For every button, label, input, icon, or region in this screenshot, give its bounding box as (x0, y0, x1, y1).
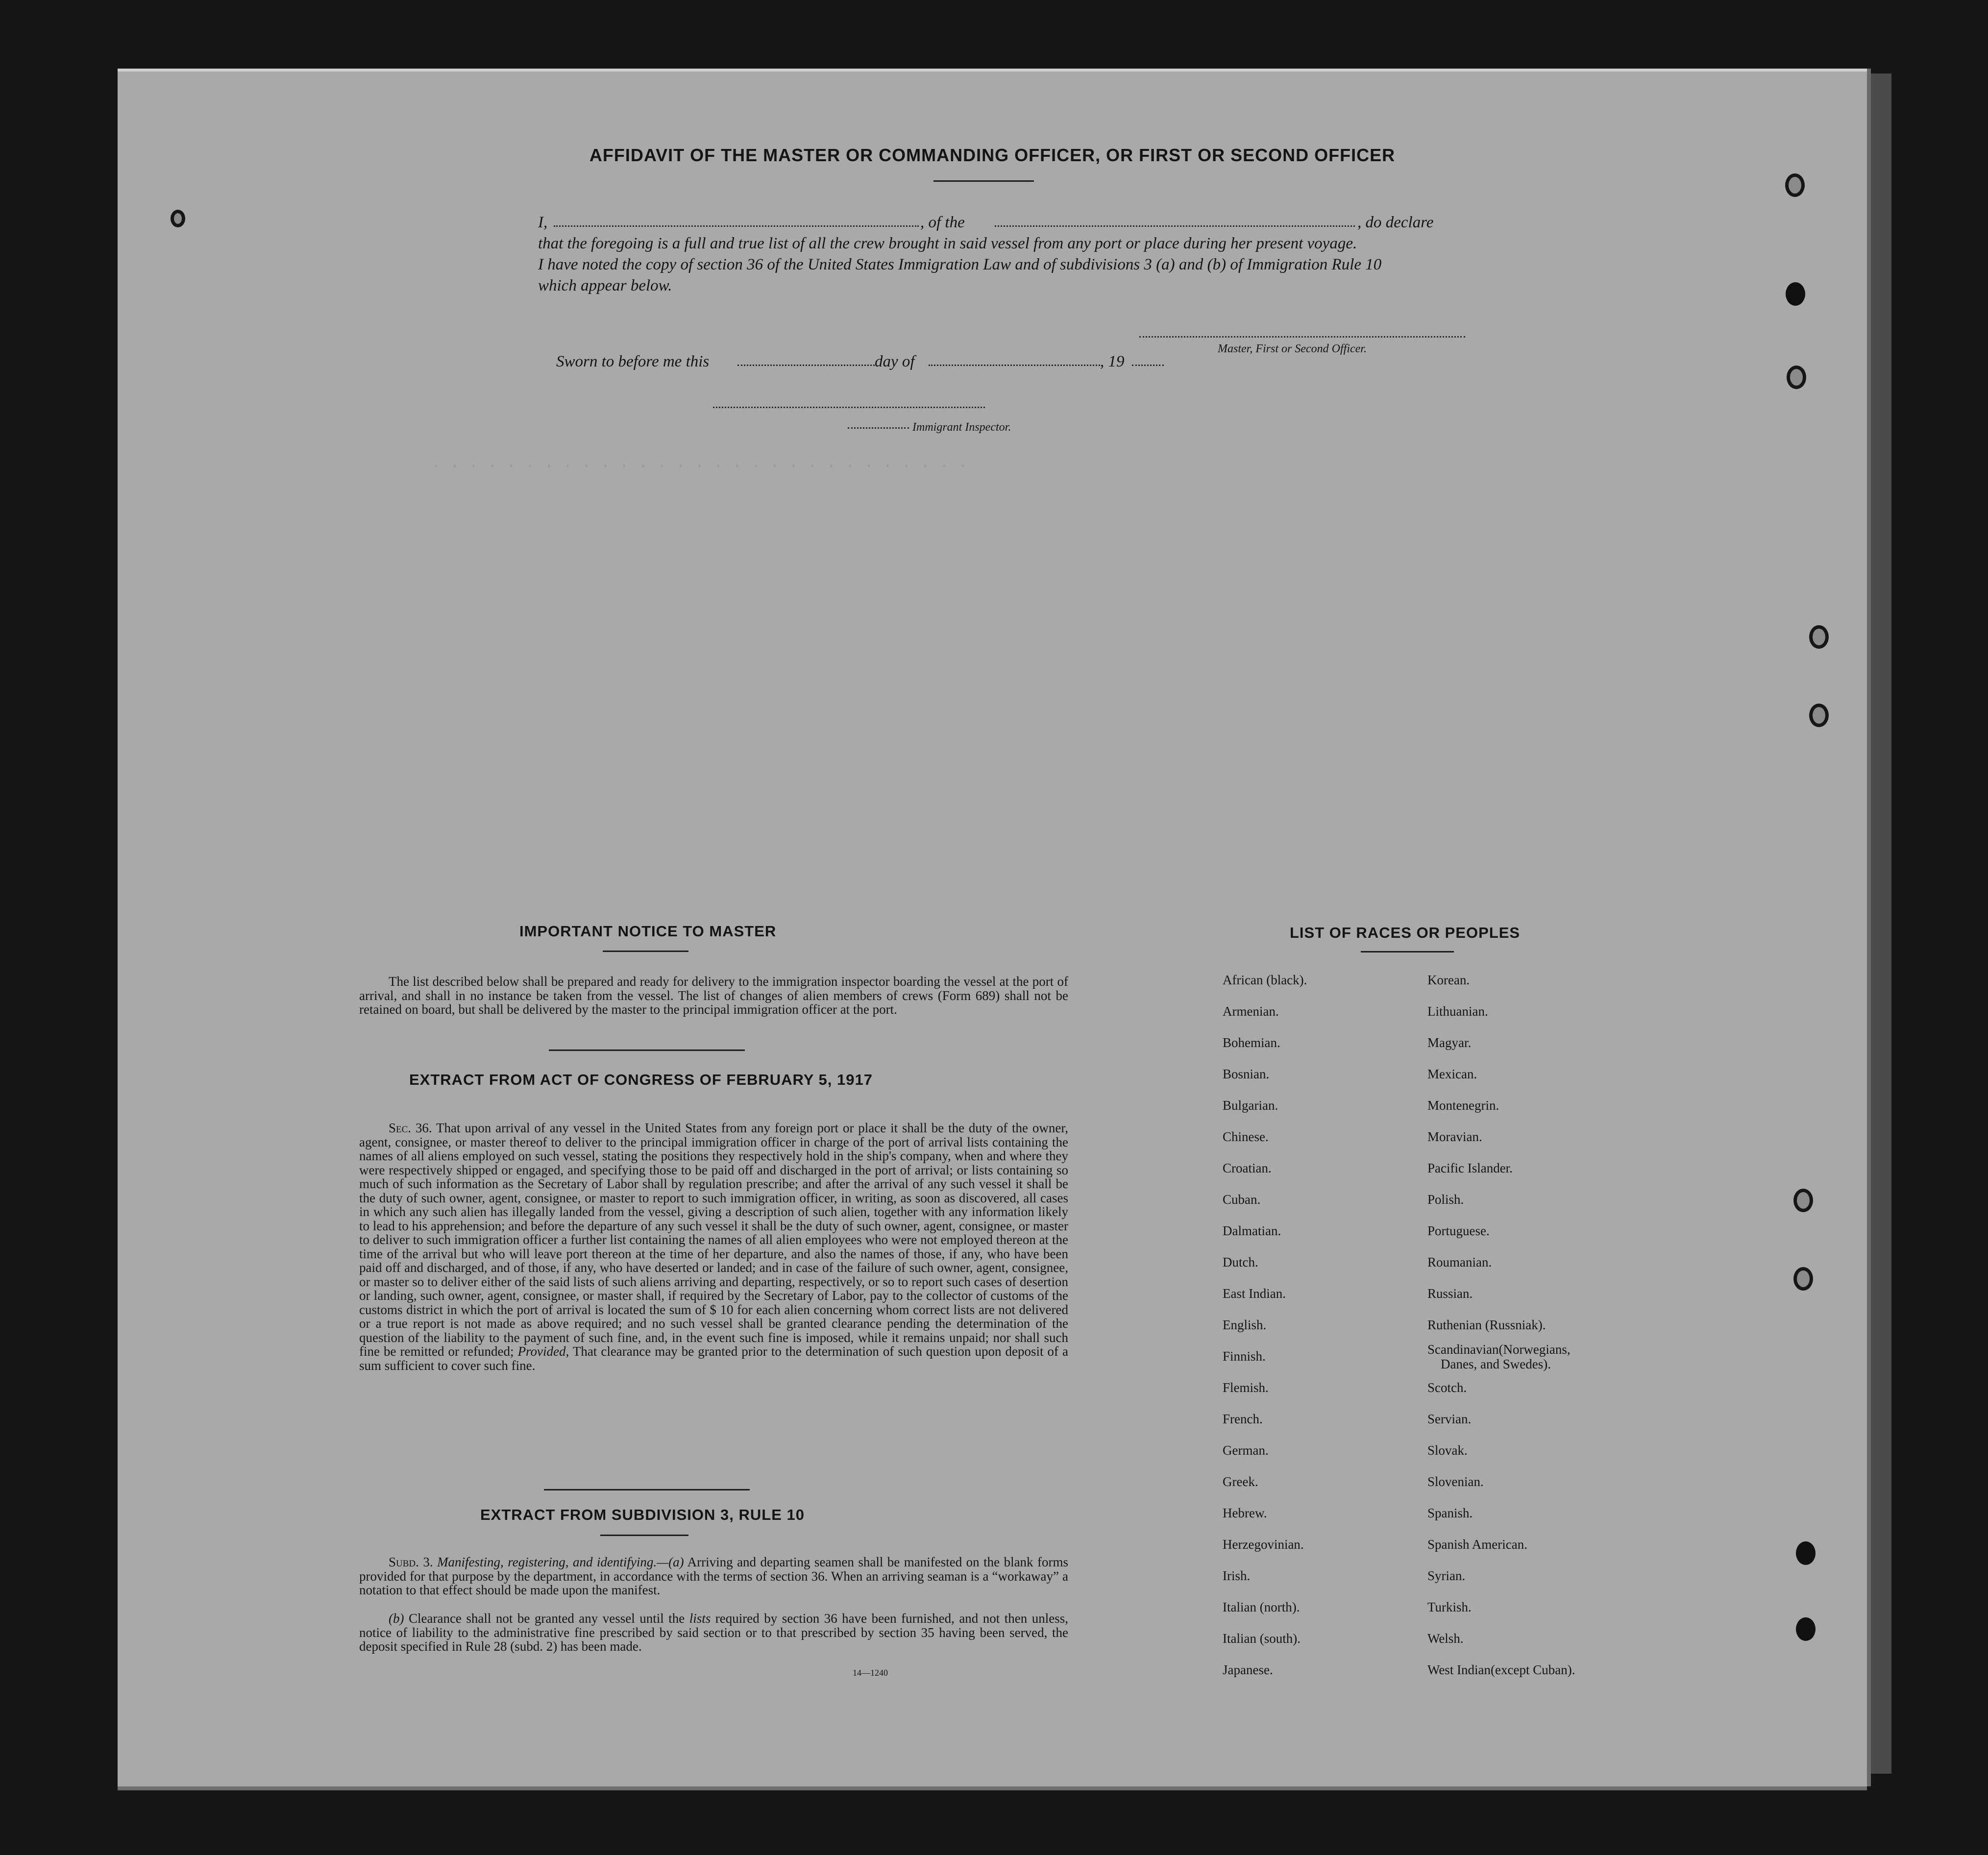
race-item: Flemish. (1223, 1380, 1269, 1395)
race-item: Greek. (1223, 1474, 1258, 1489)
race-item: Cuban. (1223, 1192, 1261, 1207)
name-blank[interactable] (554, 225, 919, 227)
race-item: West Indian(except Cuban). (1427, 1662, 1575, 1677)
race-item: Ruthenian (Russniak). (1427, 1318, 1546, 1332)
race-item: Bohemian. (1223, 1035, 1280, 1050)
race-item: German. (1223, 1443, 1269, 1458)
form-number: 14—1240 (853, 1668, 888, 1678)
race-item: Servian. (1427, 1412, 1472, 1426)
b-label: (b) (389, 1611, 404, 1626)
year-label: , 19 (1100, 353, 1125, 370)
inspector-short-line (848, 427, 909, 429)
rule10-underline (600, 1535, 688, 1536)
act-text: That upon arrival of any vessel in the United States from any foreign port or place it shall be the duty of the owner, agent, consignee, or master thereof to deliver to the principal immigration officer in charge of the port of arrival lists containing the names of all aliens employed on such vessel, stating the positions they respectively hold in the ship's company, when and where they were respectively shipped or engaged, and specifying those to be paid off and discharged in the port of arrival; or lists containing so much of such information as the Secretary of Labor shall by regulation prescribe; and after the arrival of any such vessel it shall be the duty of such owner, agent, consignee, or master to report to such immigration officer, in writing, as soon as discovered, all cases in which any such alien has illegally landed from the vessel, giving a description of such alien, together with any information likely to lead to his apprehension; and before the departure of any such vessel it shall be the duty of such owner, agent, consignee, or master to deliver to such immigration officer a further list containing the names of all alien employees who were not employed thereon at the time of the arrival but who will leave port thereon at the time of her departure, and also the names of those, if any, who have been paid off and discharged, and of those, if any, who have deserted or landed; and in case of the failure of such owner, agent, consignee, or master so to deliver either of the said lists of such aliens arriving and departing, respectively, or so to report such cases of desertion or landing, such owner, agent, consignee, or master shall, if required by the Secretary of Labor, pay to the collector of customs of the customs district in which the port of arrival is located the sum of $ 10 for each alien concerning whom correct lists are not delivered or a true report is not made as above required; and no such vessel shall be granted clearance pending the determination of the question of the liability to the payment of such fine, and, in the event such fine is imposed, while it remains unpaid; nor shall such fine be remitted or refunded; (359, 1121, 1069, 1359)
race-item: Bulgarian. (1223, 1098, 1278, 1113)
race-item: Turkish. (1427, 1600, 1472, 1614)
bleed-through-text: . . . . . . . . . . . . . . . . . . . . . . . . . . . . . (431, 454, 968, 472)
race-item: Syrian. (1427, 1568, 1466, 1583)
binder-hole-icon (1809, 704, 1829, 727)
race-item: Roumanian. (1427, 1255, 1492, 1269)
race-item-continuation: Danes, and Swedes). (1441, 1357, 1551, 1371)
of-the-label: , of the (920, 214, 965, 231)
sec-label: Sec. 36. (389, 1121, 432, 1135)
para-b-text-1: Clearance shall not be granted any vessel until the (408, 1611, 685, 1626)
race-item: Italian (north). (1223, 1600, 1300, 1614)
affidavit-line-4: which appear below. (538, 277, 672, 294)
race-item: French. (1223, 1412, 1263, 1426)
binder-hole-icon (1796, 1541, 1816, 1565)
para-b-lists: lists (689, 1611, 711, 1626)
race-item: Moravian. (1427, 1129, 1482, 1144)
sworn-label: Sworn to before me this (556, 353, 710, 370)
race-item: Slovak. (1427, 1443, 1468, 1458)
race-item: Chinese. (1223, 1129, 1269, 1144)
race-item: Japanese. (1223, 1662, 1273, 1677)
notice-underline (603, 951, 688, 952)
subd-title: Manifesting, registering, and identifying.—(a) (437, 1555, 684, 1569)
affidavit-title: AFFIDAVIT OF THE MASTER OR COMMANDING OFFICER, OR FIRST OR SECOND OFFICER (589, 145, 1396, 165)
race-item: Montenegrin. (1427, 1098, 1499, 1113)
notice-body: The list described below shall be prepared and ready for delivery to the immigration inspector boarding the vessel at the port of arrival, and shall in no instance be taken from the vessel. The list of changes of alien members of crews (Form 689) shall not be retained on board, but shall be delivered by the master to the principal immigration officer at the port. (359, 974, 1068, 1017)
subd-label: Subd. 3. (389, 1555, 433, 1569)
rule10-heading: EXTRACT FROM SUBDIVISION 3, RULE 10 (480, 1506, 805, 1523)
race-item: Herzegovinian. (1223, 1537, 1304, 1552)
act-body (359, 1121, 1068, 1372)
do-declare-label: , do declare (1357, 214, 1434, 231)
document-page (118, 69, 1867, 1786)
race-item: Mexican. (1427, 1067, 1477, 1081)
vessel-blank[interactable] (995, 225, 1355, 227)
inspector-signature-line[interactable] (713, 407, 985, 408)
master-caption: Master, First or Second Officer. (1218, 342, 1367, 355)
affidavit-i-label: I, (538, 214, 548, 231)
race-item: Magyar. (1427, 1035, 1472, 1050)
race-item: African (black). (1223, 973, 1307, 987)
race-item: Armenian. (1223, 1004, 1279, 1019)
race-item: Dutch. (1223, 1255, 1258, 1269)
race-item: Irish. (1223, 1568, 1251, 1583)
affidavit-line-3: I have noted the copy of section 36 of the United States Immigration Law and of subdivisions 3 (a) and (b) of Immigration Rule 10 (538, 256, 1382, 273)
section-divider-2 (544, 1489, 750, 1490)
race-item: Korean. (1427, 973, 1470, 987)
race-item: Finnish. (1223, 1349, 1266, 1364)
race-item: Scotch. (1427, 1380, 1467, 1395)
day-blank[interactable] (737, 365, 875, 366)
race-item: Dalmatian. (1223, 1223, 1281, 1238)
binder-hole-icon (1785, 173, 1805, 197)
title-underline (933, 180, 1034, 182)
binder-hole-icon (1787, 366, 1806, 389)
race-item: Spanish. (1427, 1506, 1473, 1520)
race-item: Scandinavian(Norwegians, (1427, 1342, 1571, 1357)
section-divider (549, 1050, 745, 1051)
race-item: Bosnian. (1223, 1067, 1270, 1081)
para-a-text: Arriving and departing seamen shall be manifested on the blank forms provided for that purpose by the department, in accordance with the terms of section 36. When an arriving seaman is a “workaway” a notation to that effect should be made upon the manifest. (359, 1555, 1068, 1597)
race-item: Portuguese. (1427, 1223, 1490, 1238)
provided-label: Provided, (517, 1344, 569, 1359)
para-b-text-2: required by section 36 have been furnished, and not then unless, notice of liability to the administrative fine prescribed by said section or to that prescribed by section 35 having been served, the deposit specified in Rule 28 (subd. 2) has been made. (359, 1611, 1069, 1654)
race-item: Lithuanian. (1427, 1004, 1488, 1019)
inspector-caption: Immigrant Inspector. (912, 421, 1011, 434)
day-of-label: day of (875, 353, 915, 370)
race-item: Slovenian. (1427, 1474, 1484, 1489)
binder-hole-icon (1793, 1189, 1813, 1212)
binder-hole-icon (1793, 1267, 1813, 1291)
binder-hole-icon (1809, 625, 1829, 649)
race-item: Croatian. (1223, 1161, 1272, 1175)
race-item: Italian (south). (1223, 1631, 1301, 1646)
affidavit-line-2: that the foregoing is a full and true list of all the crew brought in said vessel from any port or place during her present voyage. (538, 235, 1357, 252)
races-heading: LIST OF RACES OR PEOPLES (1290, 924, 1521, 941)
race-item: English. (1223, 1318, 1267, 1332)
binder-hole-icon (171, 210, 185, 227)
race-item: Polish. (1427, 1192, 1464, 1207)
binder-hole-icon (1796, 1617, 1816, 1641)
binder-hole-icon (1786, 282, 1805, 306)
film-edge (1871, 73, 1891, 1774)
race-item: East Indian. (1223, 1286, 1286, 1301)
rule10-para-b (359, 1611, 1068, 1654)
race-item: Welsh. (1427, 1631, 1464, 1646)
race-item: Russian. (1427, 1286, 1473, 1301)
notice-heading: IMPORTANT NOTICE TO MASTER (519, 923, 777, 940)
rule10-para-a (359, 1555, 1068, 1597)
race-item: Pacific Islander. (1427, 1161, 1513, 1175)
month-blank[interactable] (929, 365, 1100, 366)
races-underline (1361, 951, 1454, 952)
act-text-end: That clearance may be granted prior to the determination of such question upon deposit of a sum sufficient to cover such fine. (359, 1344, 1069, 1373)
race-item: Hebrew. (1223, 1506, 1267, 1520)
act-heading: EXTRACT FROM ACT OF CONGRESS OF FEBRUARY 5, 1917 (409, 1071, 873, 1088)
race-item: Spanish American. (1427, 1537, 1527, 1552)
master-signature-line[interactable] (1139, 336, 1465, 338)
year-blank[interactable] (1132, 365, 1164, 366)
